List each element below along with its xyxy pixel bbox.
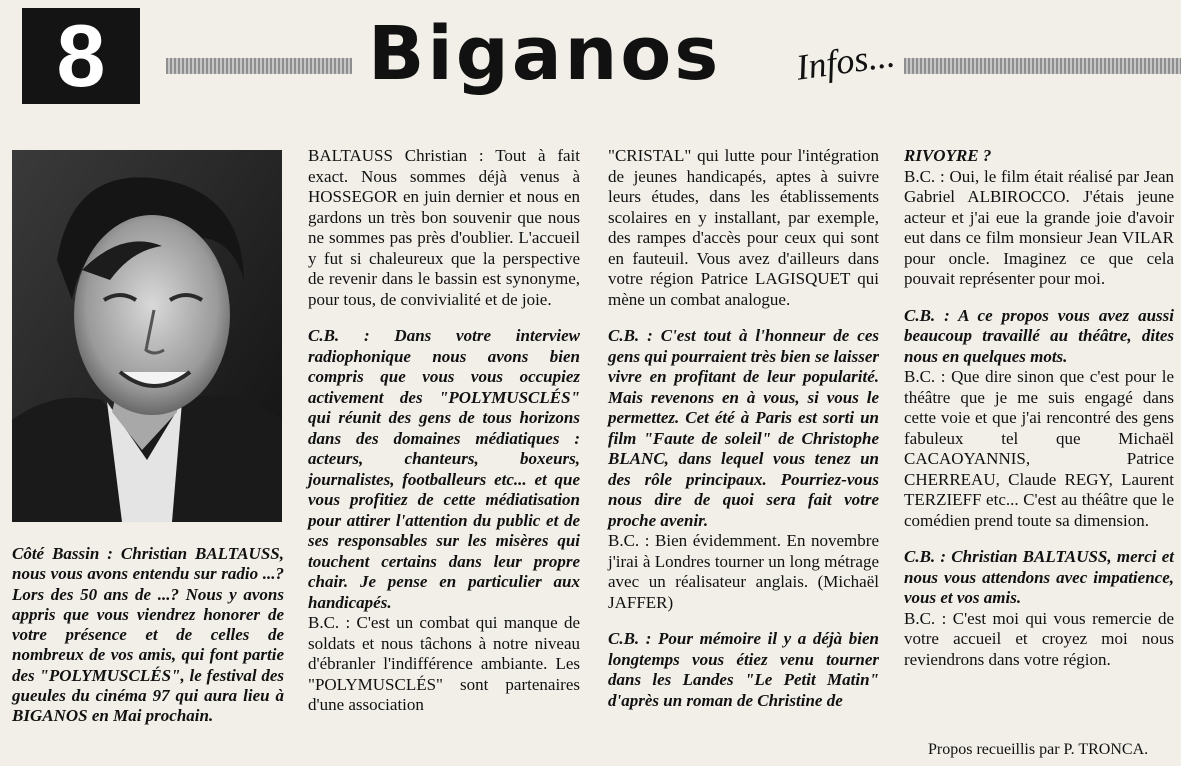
portrait-photo: [12, 150, 282, 522]
question-continuation: RIVOYRE ?: [904, 146, 992, 165]
answer-paragraph: "CRISTAL" qui lutte pour l'intégration de jeunes handicapés, aptes à suivre leurs études, dans les établissements scolaires en y installant, par exemple, des rampes d'accès pour ceux qui sont en fauteuil. Vous avez d'ailleurs dans votre région Patrice LAGISQUET qui mène un combat analogue.: [608, 146, 879, 309]
article-column-3: [904, 146, 1174, 670]
article-column-1: [308, 146, 580, 716]
masthead-title: Biganos: [368, 11, 722, 97]
photo-caption: Côté Bassin : Christian BALTAUSS, nous vous avons entendu sur radio ...? Lors des 50 ans de ...? Nous y avons appris que vous viendrez honorer de votre présence et de celles de nombreux de vos amis, qui font partie des "POLYMUSCLÉS", le festival des gueules du cinéma 97 qui aura lieu à BIGANOS en Mai prochain.: [12, 544, 284, 726]
article-column-2: [608, 146, 879, 711]
answer-paragraph: B.C. : Oui, le film était réalisé par Jean Gabriel ALBIROCCO. J'étais jeune acteur et j'ai eue la grande joie d'avoir eut dans ce film monsieur Jean VILAR pour oncle. Imaginez ce que cela pouvait représenter pour moi.: [904, 166, 1174, 288]
portrait-illustration: [12, 150, 282, 522]
answer-paragraph: BALTAUSS Christian : Tout à fait exact. Nous sommes déjà venus à HOSSEGOR en juin dernier et nous en gardons un très bon souvenir que nous ne sommes pas près d'oublier. L'accueil y fut si chaleureux que la perspective de revenir dans le bassin est synonyme, pour tous, de convivialité et de joie.: [308, 146, 580, 309]
answer-paragraph: B.C. : Que dire sinon que c'est pour le théâtre que je me suis engagé dans cette voie et que j'ai rencontré des gens fabuleux tel que Michaël CACAOYANNIS, Patrice CHERREAU, Claude REGY, Laurent TERZIEFF etc... C'est au théâtre que le comédien prend toute sa dimension.: [904, 367, 1174, 530]
question-paragraph: C.B. : Christian BALTAUSS, merci et nous vous attendons avec impatience, vous et vos amis.: [904, 547, 1174, 607]
question-paragraph: C.B. : C'est tout à l'honneur de ces gens qui pourraient très bien se laisser vivre en profitant de leur popularité. Mais revenons en à vous, si vous le permettez. Cet été à Paris est sorti un film "Faute de soleil" de Christophe BLANC, dans lequel vous tenez un des rôle principaux. Pourriez-vous nous dire de quoi sera fait votre proche avenir.: [608, 326, 879, 530]
masthead-subtitle: Infos...: [793, 34, 898, 88]
page-number: 8: [22, 8, 140, 104]
question-paragraph: C.B. : A ce propos vous avez aussi beaucoup travaillé au théâtre, dites nous en quelques mots.: [904, 305, 1174, 366]
question-paragraph: C.B. : Dans votre interview radiophonique nous avons bien compris que vous vous occupiez activement des "POLYMUSCLÉS" qui réunit des gens de tous horizons dans des domaines médiatiques : acteurs, chanteurs, boxeurs, journalistes, footballeurs etc... et que vous profitiez de cette médiatisation pour attirer l'attention du public et de ses responsables sur les misères qui touchent certains dans leur propre chair. Je pense en particulier aux handicapés.: [308, 326, 580, 612]
masthead-rule-left: [166, 58, 352, 74]
question-paragraph: C.B. : Pour mémoire il y a déjà bien longtemps vous étiez venu tourner dans les Landes "Le Petit Matin" d'après un roman de Christine de: [608, 629, 879, 710]
interview-credit: Propos recueillis par P. TRONCA.: [928, 741, 1149, 758]
masthead-rule-right: [904, 58, 1181, 74]
answer-paragraph: B.C. : Bien évidemment. En novembre j'irai à Londres tourner un long métrage avec un réalisateur anglais. (Michaël JAFFER): [608, 531, 879, 612]
answer-paragraph: B.C. : C'est un combat qui manque de soldats et nous tâchons à notre niveau d'ébranler l'indifférence ambiante. Les "POLYMUSCLÉS" sont partenaires d'une association: [308, 613, 580, 714]
answer-paragraph: B.C. : C'est moi qui vous remercie de votre accueil et croyez moi nous reviendrons dans votre région.: [904, 608, 1174, 669]
